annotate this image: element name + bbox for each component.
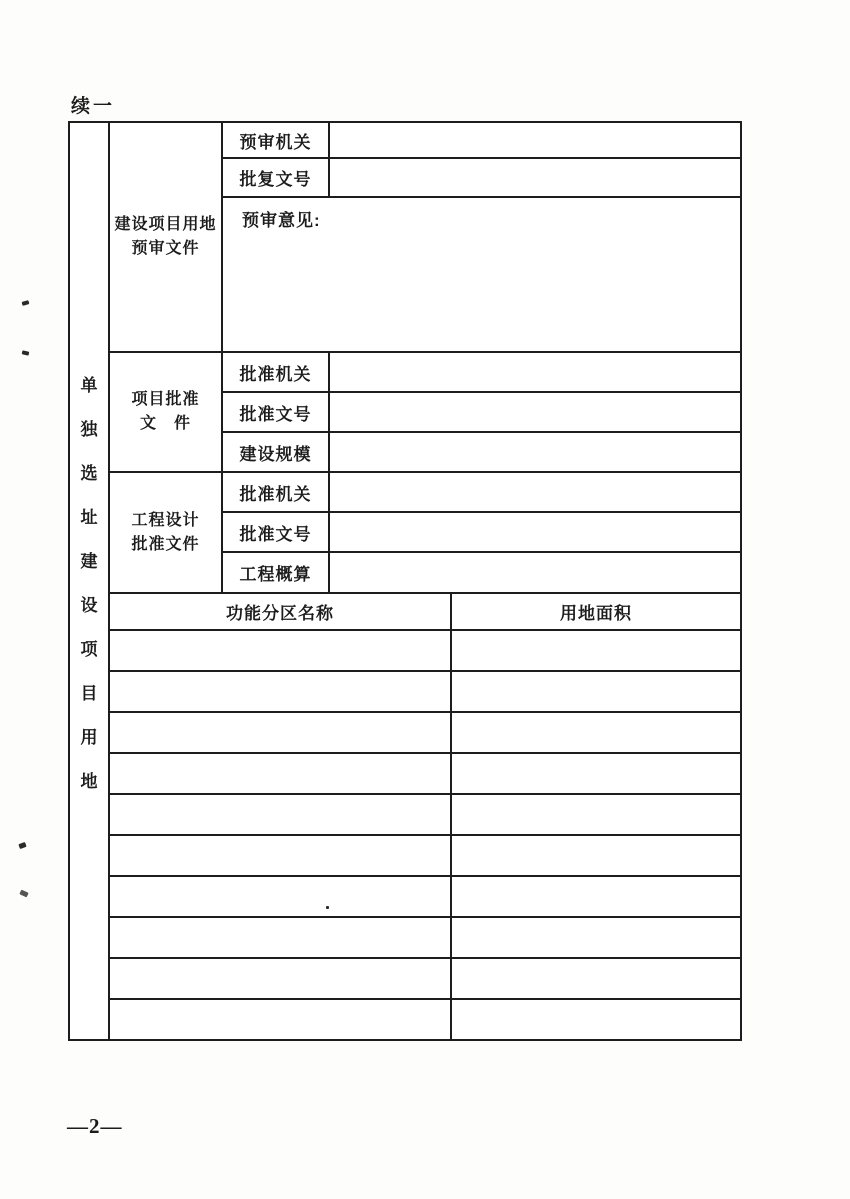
zone-name-cell xyxy=(110,836,452,875)
zone-table-row xyxy=(110,672,740,713)
zone-name-cell xyxy=(110,918,452,957)
row-group-char: 单 xyxy=(80,375,98,395)
zone-name-cell xyxy=(110,1000,452,1039)
scan-speck xyxy=(19,890,28,898)
zone-area-cell xyxy=(452,754,740,793)
field-label: 批准机关 xyxy=(223,353,330,391)
preexam-opinion-cell xyxy=(223,198,740,351)
section-title-line: 预审文件 xyxy=(131,240,200,257)
scan-speck xyxy=(22,350,30,355)
scan-speck xyxy=(22,300,30,306)
land-use-form-table xyxy=(68,121,742,1041)
zone-table-row xyxy=(110,631,740,672)
section-body-project-approval xyxy=(223,353,740,471)
zone-name-cell xyxy=(110,631,452,670)
section-title-line: 文 件 xyxy=(139,415,191,432)
section-preexam-documents xyxy=(110,123,740,353)
project-budget-value xyxy=(330,553,740,592)
field-label: 工程概算 xyxy=(223,553,330,592)
zone-area-cell xyxy=(452,713,740,752)
section-title-preexam xyxy=(110,123,223,351)
zone-area-header: 用地面积 xyxy=(560,604,632,623)
row-group-char: 地 xyxy=(80,771,98,791)
section-design-approval-documents xyxy=(110,473,740,594)
preexam-authority-value xyxy=(330,123,740,157)
scan-speck xyxy=(18,842,26,849)
approval-authority-value xyxy=(330,353,740,391)
row-group-char: 独 xyxy=(80,419,98,439)
field-label: 批准文号 xyxy=(223,513,330,551)
form-row-reply-doc-number xyxy=(223,159,740,198)
zone-table-row xyxy=(110,877,740,918)
form-row-construction-scale xyxy=(223,433,740,471)
field-label: 批准文号 xyxy=(223,393,330,431)
zone-table-row xyxy=(110,713,740,754)
preexam-opinion-label: 预审意见: xyxy=(242,211,321,230)
form-row-design-approval-doc-number xyxy=(223,513,740,553)
zone-name-cell xyxy=(110,713,452,752)
zone-name-cell xyxy=(110,877,452,916)
section-title-line: 批准文件 xyxy=(131,535,200,553)
row-group-char: 用 xyxy=(80,727,98,747)
zone-table-row xyxy=(110,754,740,795)
zone-name-header: 功能分区名称 xyxy=(110,594,452,629)
field-label: 建设规模 xyxy=(223,433,330,471)
form-main-area xyxy=(110,123,740,1039)
zone-area-cell xyxy=(452,836,740,875)
section-title-line: 建设项目用地 xyxy=(114,216,217,233)
zone-area-cell xyxy=(452,918,740,957)
continuation-label: 续一 xyxy=(71,96,116,117)
zone-name-cell xyxy=(110,672,452,711)
field-label: 批复文号 xyxy=(223,159,330,196)
zone-table-header xyxy=(110,594,740,631)
zone-area-cell xyxy=(452,877,740,916)
zone-table-row xyxy=(110,918,740,959)
approval-doc-number-value xyxy=(330,393,740,431)
reply-doc-number-value xyxy=(330,159,740,196)
zone-name-cell xyxy=(110,959,452,998)
zone-area-cell xyxy=(452,672,740,711)
construction-scale-value xyxy=(330,433,740,471)
row-group-char: 选 xyxy=(80,463,98,483)
form-row-design-approval-authority xyxy=(223,473,740,513)
row-group-char: 建 xyxy=(80,551,98,571)
section-title-project-approval xyxy=(110,353,223,471)
section-project-approval-documents xyxy=(110,353,740,473)
zone-area-cell xyxy=(452,631,740,670)
field-label: 批准机关 xyxy=(223,473,330,511)
section-title-design-approval xyxy=(110,473,223,592)
row-group-char: 址 xyxy=(80,507,98,527)
row-group-char: 设 xyxy=(80,595,98,615)
section-body-design-approval xyxy=(223,473,740,592)
form-row-project-budget xyxy=(223,553,740,592)
section-body-preexam xyxy=(223,123,740,351)
design-approval-doc-number-value xyxy=(330,513,740,551)
row-group-char: 项 xyxy=(80,639,98,659)
form-row-preexam-authority xyxy=(223,123,740,159)
zone-table-row xyxy=(110,1000,740,1039)
scan-speck xyxy=(326,906,329,909)
zone-table-row xyxy=(110,795,740,836)
zone-name-cell xyxy=(110,795,452,834)
row-group-char: 目 xyxy=(80,683,98,703)
form-row-approval-authority xyxy=(223,353,740,393)
section-title-line: 工程设计 xyxy=(131,511,200,529)
zone-area-cell xyxy=(452,1000,740,1039)
page-number: —2— xyxy=(67,1114,123,1138)
row-group-vertical-label xyxy=(70,123,110,1039)
zone-table-body xyxy=(110,631,740,1039)
zone-table-row xyxy=(110,959,740,1000)
zone-name-cell xyxy=(110,754,452,793)
field-label: 预审机关 xyxy=(223,123,330,157)
section-title-line: 项目批准 xyxy=(131,391,200,408)
zone-area-cell xyxy=(452,959,740,998)
form-row-approval-doc-number xyxy=(223,393,740,433)
zone-area-cell xyxy=(452,795,740,834)
design-approval-authority-value xyxy=(330,473,740,511)
zone-table-row xyxy=(110,836,740,877)
